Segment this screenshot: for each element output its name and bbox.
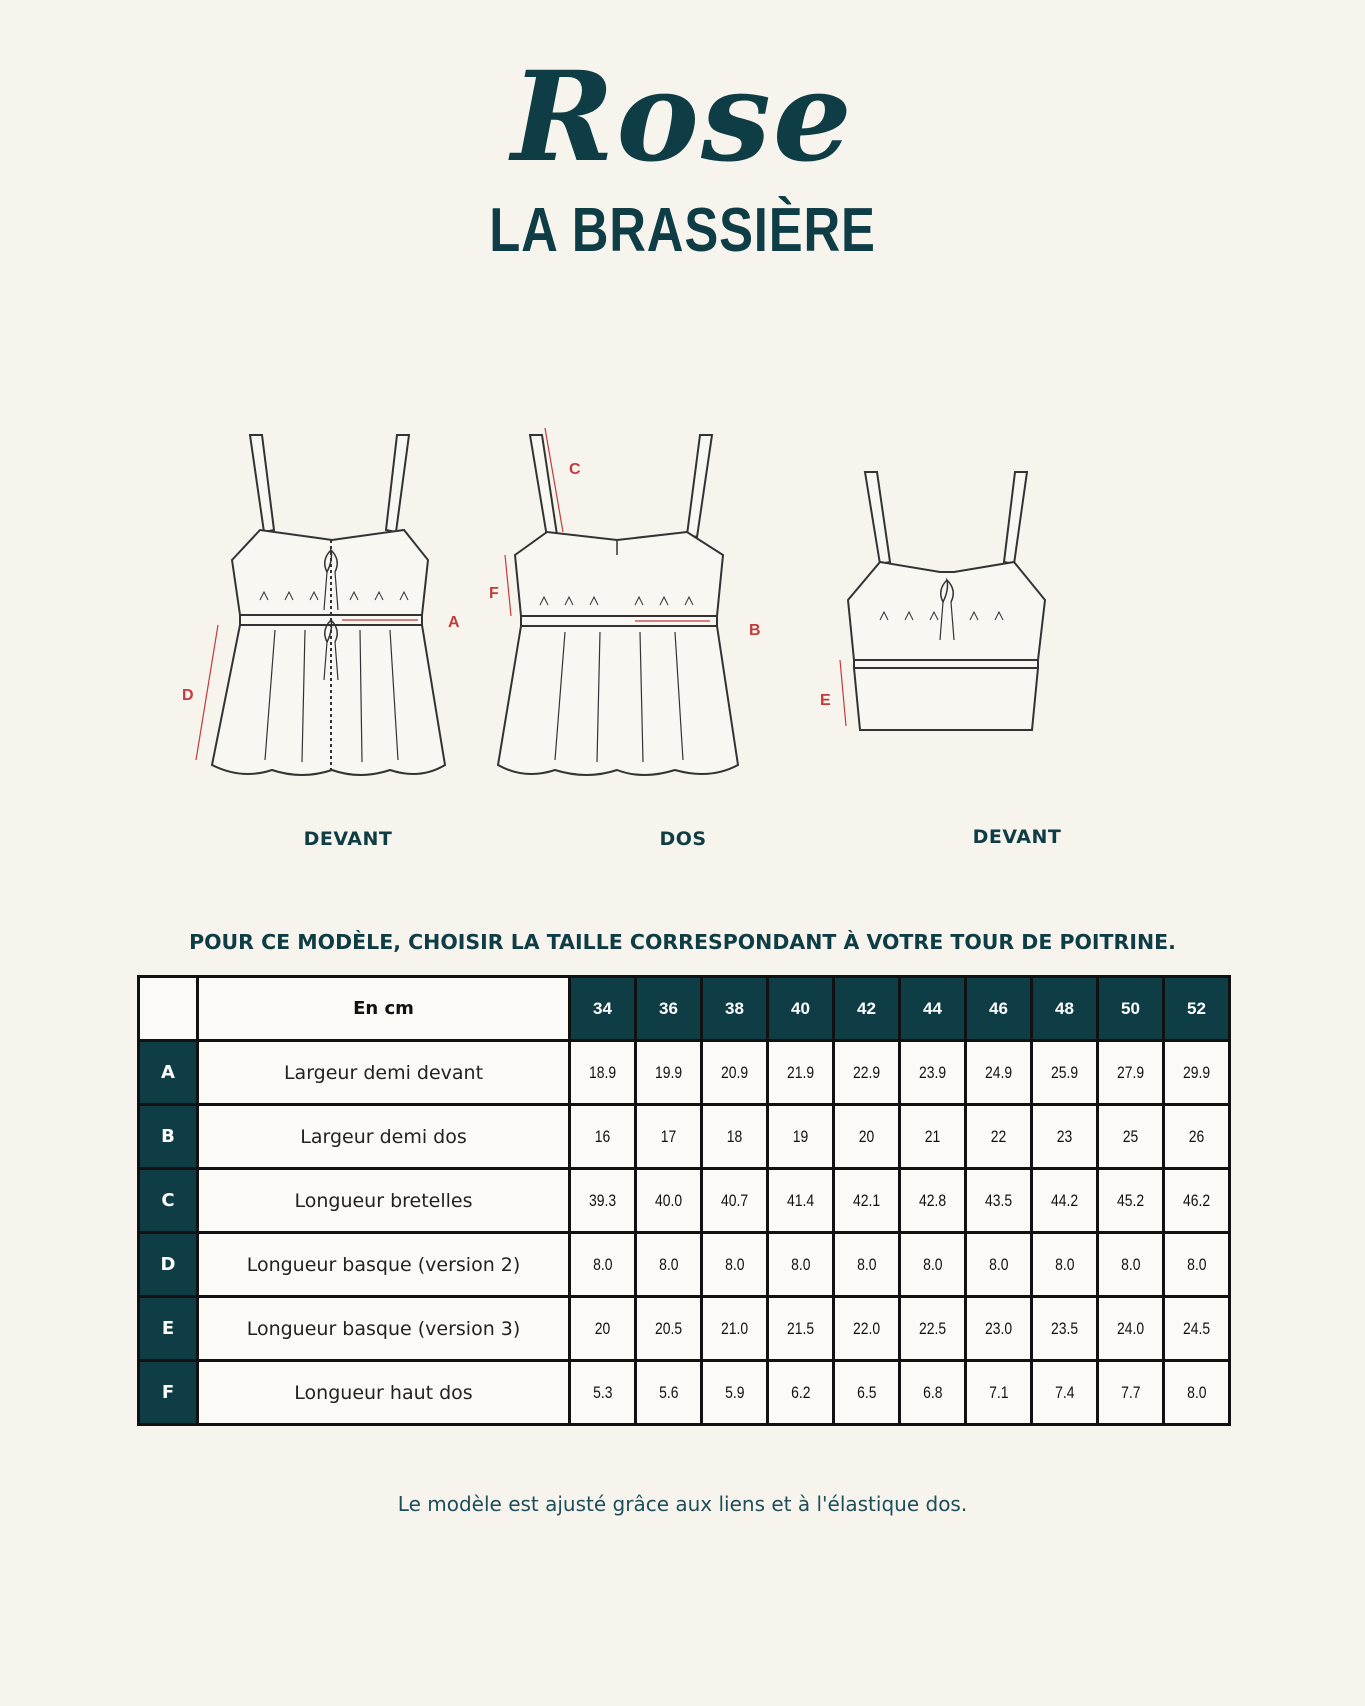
measure-label-d: D (182, 687, 194, 704)
measure-label-c: C (569, 461, 581, 478)
measurement-cell (636, 1233, 702, 1297)
measurement-value: 22 (990, 1126, 1007, 1146)
measurement-cell (570, 1233, 636, 1297)
measurement-cell (570, 1361, 636, 1425)
measurement-value: 22.0 (852, 1318, 881, 1338)
table-header-row (139, 977, 1230, 1041)
size-header: 40 (768, 977, 834, 1041)
measurement-cell (966, 1233, 1032, 1297)
size-header: 52 (1164, 977, 1230, 1041)
measurement-value: 6.2 (790, 1382, 811, 1402)
view-label-front-peplum: DEVANT (303, 828, 393, 850)
measurement-value: 39.3 (588, 1190, 617, 1210)
size-header: 48 (1032, 977, 1098, 1041)
row-letter: D (139, 1233, 198, 1297)
measurement-cell (900, 1169, 966, 1233)
measurement-value: 17 (660, 1126, 677, 1146)
measurement-value: 23.5 (1050, 1318, 1079, 1338)
size-header: 36 (636, 977, 702, 1041)
row-letter: B (139, 1105, 198, 1169)
measurement-value: 8.0 (790, 1254, 811, 1274)
garment-illustrations (182, 420, 1150, 800)
measurement-value: 8.0 (592, 1254, 613, 1274)
measurement-cell (636, 1041, 702, 1105)
measurement-value: 26 (1188, 1126, 1205, 1146)
measurement-value: 8.0 (922, 1254, 943, 1274)
measurement-value: 16 (594, 1126, 611, 1146)
front-peplum-drawing (212, 435, 445, 775)
measurement-value: 18 (726, 1126, 743, 1146)
measurement-cell (702, 1297, 768, 1361)
measurement-cell (702, 1233, 768, 1297)
measurement-cell (1032, 1169, 1098, 1233)
size-header: 46 (966, 977, 1032, 1041)
view-label-back: DOS (659, 828, 707, 850)
measurement-cell (900, 1361, 966, 1425)
row-label: Longueur haut dos (198, 1361, 570, 1425)
measurement-cell (1098, 1041, 1164, 1105)
measure-label-f: F (489, 585, 499, 602)
measurement-value: 41.4 (786, 1190, 815, 1210)
measurement-value: 40.0 (654, 1190, 683, 1210)
measurement-cell (1098, 1169, 1164, 1233)
measurement-value: 6.5 (856, 1382, 877, 1402)
pattern-title: Rose (511, 45, 854, 190)
measurement-cell (768, 1297, 834, 1361)
table-body (139, 1041, 1230, 1425)
measurement-cell (570, 1041, 636, 1105)
row-letter: E (139, 1297, 198, 1361)
table-row (139, 1297, 1230, 1361)
measurement-cell (636, 1361, 702, 1425)
measurement-cell (1164, 1041, 1230, 1105)
row-label: Largeur demi devant (198, 1041, 570, 1105)
measurement-cell (702, 1169, 768, 1233)
measurement-value: 22.5 (918, 1318, 947, 1338)
measurement-cell (570, 1297, 636, 1361)
measurement-value: 21 (924, 1126, 941, 1146)
measure-label-e: E (820, 692, 831, 709)
measurement-value: 24.0 (1116, 1318, 1145, 1338)
measurement-cell (1164, 1233, 1230, 1297)
measurement-value: 7.7 (1120, 1382, 1141, 1402)
measurement-cell (768, 1105, 834, 1169)
measurement-cell (1164, 1361, 1230, 1425)
measurement-value: 40.7 (720, 1190, 749, 1210)
measurement-value: 23.0 (984, 1318, 1013, 1338)
table-row (139, 1041, 1230, 1105)
measurement-value: 24.9 (984, 1062, 1013, 1082)
measurement-cell (768, 1169, 834, 1233)
size-header: 50 (1098, 977, 1164, 1041)
measurement-cell (702, 1361, 768, 1425)
measurement-value: 43.5 (984, 1190, 1013, 1210)
measurement-value: 20.9 (720, 1062, 749, 1082)
measurement-cell (1098, 1361, 1164, 1425)
measurement-value: 22.9 (852, 1062, 881, 1082)
view-label-front-bralette: DEVANT (972, 826, 1062, 848)
table-row (139, 1233, 1230, 1297)
measurement-cell (834, 1361, 900, 1425)
footer-note: Le modèle est ajusté grâce aux liens et à l'élastique dos. (397, 1492, 968, 1516)
measurement-cell (900, 1297, 966, 1361)
measurement-cell (570, 1105, 636, 1169)
measurement-value: 8.0 (1186, 1254, 1207, 1274)
measurement-cell (1032, 1105, 1098, 1169)
measurement-value: 21.5 (786, 1318, 815, 1338)
measurement-cell (834, 1041, 900, 1105)
measurement-value: 8.0 (988, 1254, 1009, 1274)
measurement-cell (966, 1297, 1032, 1361)
measurement-cell (1032, 1041, 1098, 1105)
row-label: Longueur basque (version 3) (198, 1297, 570, 1361)
measurement-cell (768, 1361, 834, 1425)
row-letter: A (139, 1041, 198, 1105)
measurement-value: 6.8 (922, 1382, 943, 1402)
measurement-value: 8.0 (724, 1254, 745, 1274)
measurement-cell (636, 1105, 702, 1169)
measurement-cell (636, 1169, 702, 1233)
measurement-cell (966, 1169, 1032, 1233)
size-chart-table (137, 975, 1231, 1426)
measurement-cell (768, 1233, 834, 1297)
measurement-cell (570, 1169, 636, 1233)
measurement-value: 8.0 (1054, 1254, 1075, 1274)
measurement-cell (702, 1105, 768, 1169)
unit-header: En cm (198, 977, 570, 1041)
measurement-cell (966, 1105, 1032, 1169)
measurement-cell (1164, 1297, 1230, 1361)
measurement-value: 20 (858, 1126, 875, 1146)
measurement-cell (834, 1105, 900, 1169)
measurement-value: 42.8 (918, 1190, 947, 1210)
row-letter: F (139, 1361, 198, 1425)
row-label: Largeur demi dos (198, 1105, 570, 1169)
measurement-cell (768, 1041, 834, 1105)
measurement-cell (702, 1041, 768, 1105)
measurement-cell (900, 1105, 966, 1169)
measurement-cell (1032, 1361, 1098, 1425)
measurement-value: 8.0 (1186, 1382, 1207, 1402)
measurement-cell (1098, 1297, 1164, 1361)
measurement-value: 25.9 (1050, 1062, 1079, 1082)
measurement-cell (834, 1169, 900, 1233)
size-header: 38 (702, 977, 768, 1041)
size-header: 34 (570, 977, 636, 1041)
measurement-value: 19.9 (654, 1062, 683, 1082)
back-drawing (498, 435, 738, 775)
measurement-value: 29.9 (1182, 1062, 1211, 1082)
measurement-value: 20.5 (654, 1318, 683, 1338)
measurement-cell (1032, 1233, 1098, 1297)
measure-label-b: B (749, 622, 761, 639)
table-row (139, 1361, 1230, 1425)
row-label: Longueur basque (version 2) (198, 1233, 570, 1297)
measurement-value: 23 (1056, 1126, 1073, 1146)
size-instruction: POUR CE MODÈLE, CHOISIR LA TAILLE CORRESPONDANT À VOTRE TOUR DE POITRINE. (189, 930, 1176, 954)
measurement-value: 24.5 (1182, 1318, 1211, 1338)
pattern-subtitle: LA BRASSIÈRE (489, 196, 876, 265)
front-bralette-measures (820, 660, 846, 726)
measurement-value: 7.4 (1054, 1382, 1075, 1402)
measurement-value: 21.9 (786, 1062, 815, 1082)
measurement-cell (834, 1297, 900, 1361)
measurement-cell (834, 1233, 900, 1297)
measurement-value: 8.0 (658, 1254, 679, 1274)
table-row (139, 1169, 1230, 1233)
row-label: Longueur bretelles (198, 1169, 570, 1233)
measurement-value: 8.0 (856, 1254, 877, 1274)
table-row (139, 1105, 1230, 1169)
measurement-value: 5.9 (724, 1382, 745, 1402)
measurement-value: 42.1 (852, 1190, 881, 1210)
measurement-cell (1164, 1105, 1230, 1169)
measurement-cell (966, 1361, 1032, 1425)
measurement-value: 19 (792, 1126, 809, 1146)
measurement-value: 18.9 (588, 1062, 617, 1082)
measurement-value: 44.2 (1050, 1190, 1079, 1210)
measurement-value: 21.0 (720, 1318, 749, 1338)
measurement-cell (1098, 1105, 1164, 1169)
size-header: 42 (834, 977, 900, 1041)
measurement-value: 25 (1122, 1126, 1139, 1146)
measurement-cell (1098, 1233, 1164, 1297)
measurement-cell (966, 1041, 1032, 1105)
measure-label-a: A (448, 614, 460, 631)
measurement-value: 8.0 (1120, 1254, 1141, 1274)
measurement-value: 45.2 (1116, 1190, 1145, 1210)
measurement-value: 23.9 (918, 1062, 947, 1082)
measurement-cell (900, 1041, 966, 1105)
size-header: 44 (900, 977, 966, 1041)
row-letter: C (139, 1169, 198, 1233)
measurement-value: 20 (594, 1318, 611, 1338)
measurement-cell (1164, 1169, 1230, 1233)
measurement-value: 5.6 (658, 1382, 679, 1402)
measurement-cell (636, 1297, 702, 1361)
measurement-value: 46.2 (1182, 1190, 1211, 1210)
measurement-value: 5.3 (592, 1382, 613, 1402)
measurement-cell (900, 1233, 966, 1297)
table-corner-cell (139, 977, 198, 1041)
measurement-value: 27.9 (1116, 1062, 1145, 1082)
measurement-value: 7.1 (988, 1382, 1009, 1402)
measurement-cell (1032, 1297, 1098, 1361)
front-bralette-drawing (848, 472, 1045, 730)
